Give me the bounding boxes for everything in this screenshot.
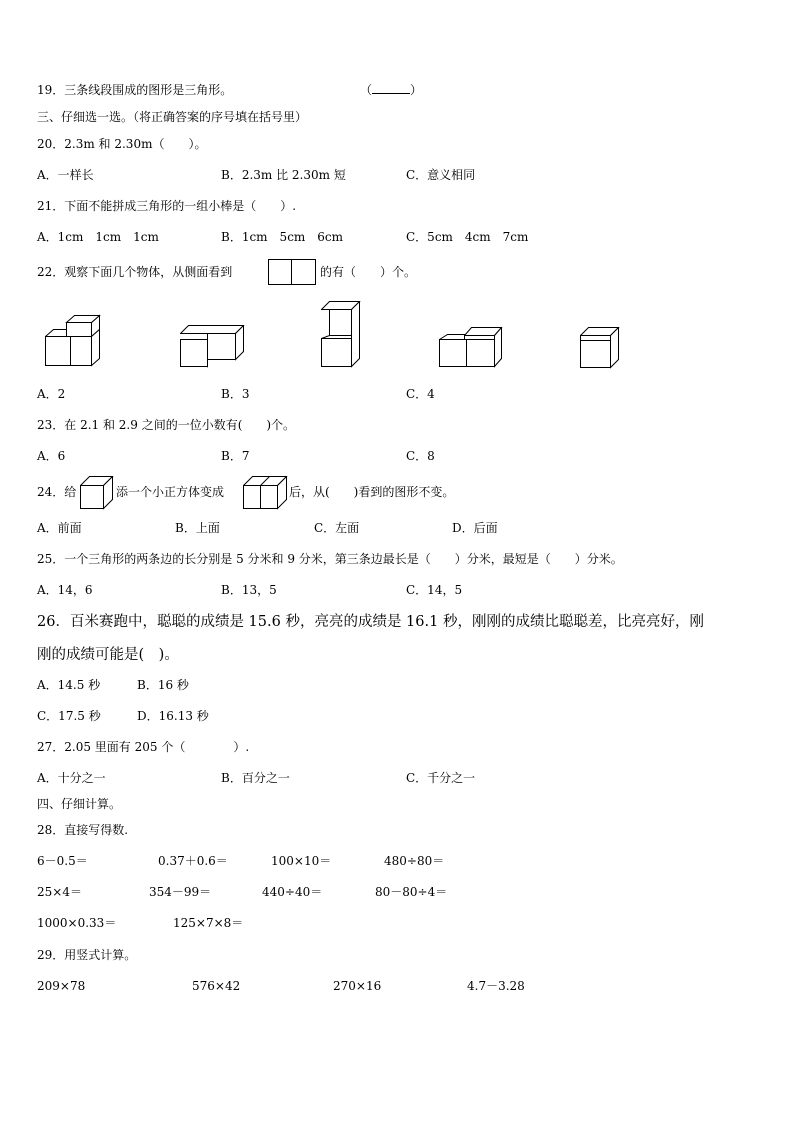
q28-expr-3-1: 1000×0.33＝ xyxy=(37,916,117,930)
side-view-two-squares-figure xyxy=(268,259,316,285)
q29-item-4: 4.7－3.28 xyxy=(467,979,525,993)
q29-item-2: 576×42 xyxy=(192,979,241,993)
q25-option-c[interactable]: C．14，5 xyxy=(406,583,463,597)
q26-option-a[interactable]: A．14.5 秒 xyxy=(37,678,101,692)
q22-stem-after: 的有（ ）个。 xyxy=(320,265,417,279)
q26-option-c[interactable]: C．17.5 秒 xyxy=(37,709,101,723)
q22-option-c[interactable]: C．4 xyxy=(406,387,435,401)
q24-option-c[interactable]: C．左面 xyxy=(314,521,360,535)
q25-option-b[interactable]: B．13，5 xyxy=(221,583,277,597)
q29-item-1: 209×78 xyxy=(37,979,86,993)
q26-stem-line1: 26．百米赛跑中，聪聪的成绩是 15.6 秒，亮亮的成绩是 16.1 秒，刚刚的成绩比聪聪差，比亮亮好，刚 xyxy=(37,614,704,630)
q22-option-a[interactable]: A．2 xyxy=(37,387,66,401)
q20-option-a[interactable]: A．一样长 xyxy=(37,168,94,182)
cube-solid-3-figure xyxy=(321,301,361,368)
q26-option-b[interactable]: B．16 秒 xyxy=(137,678,189,692)
q25-option-a[interactable]: A．14，6 xyxy=(37,583,93,597)
section3-heading: 三、仔细选一选。（将正确答案的序号填在括号里） xyxy=(37,110,308,124)
q28-expr-1-3: 100×10＝ xyxy=(271,854,332,868)
q28-expr-2-2: 354－99＝ xyxy=(149,885,212,899)
cube-solid-5-figure xyxy=(580,327,620,369)
q22-stem-before: 22．观察下面几个物体，从侧面看到 xyxy=(37,265,233,279)
two-cube-figure xyxy=(243,476,288,510)
q24-option-b[interactable]: B．上面 xyxy=(175,521,220,535)
q27-option-a[interactable]: A．十分之一 xyxy=(37,771,106,785)
q21-option-c[interactable]: C．5cm 4cm 7cm xyxy=(406,230,529,244)
q21-option-a[interactable]: A．1cm 1cm 1cm xyxy=(37,230,159,244)
q28-expr-3-2: 125×7×8＝ xyxy=(173,916,244,930)
single-cube-figure xyxy=(80,476,114,510)
q25-stem: 25．一个三角形的两条边的长分别是 5 分米和 9 分米，第三条边最长是（ ）分米，最短是（ ）分米。 xyxy=(37,552,623,566)
q21-stem: 21．下面不能拼成三角形的一组小棒是（ ）. xyxy=(37,199,297,213)
q19-statement: 19．三条线段围成的图形是三角形。 xyxy=(37,83,233,97)
q23-option-b[interactable]: B．7 xyxy=(221,449,250,463)
q19-answer-paren: （ ） xyxy=(360,83,423,97)
cube-solid-2-figure xyxy=(180,325,245,368)
cube-solid-4-figure xyxy=(439,327,503,368)
q28-expr-2-4: 80－80÷4＝ xyxy=(375,885,448,899)
q24-option-a[interactable]: A．前面 xyxy=(37,521,82,535)
q28-expr-1-4: 480÷80＝ xyxy=(384,854,445,868)
q27-stem: 27．2.05 里面有 205 个（ ）. xyxy=(37,740,250,754)
q28-stem: 28．直接写得数. xyxy=(37,823,129,837)
q29-stem: 29．用竖式计算。 xyxy=(37,948,137,962)
q20-option-c[interactable]: C．意义相同 xyxy=(406,168,476,182)
q28-expr-1-1: 6－0.5＝ xyxy=(37,854,88,868)
q22-option-b[interactable]: B．3 xyxy=(221,387,250,401)
q28-expr-1-2: 0.37＋0.6＝ xyxy=(158,854,228,868)
q24-text-2: 添一个小正方体变成 xyxy=(116,485,225,499)
q24-text-3: 后，从( )看到的图形不变。 xyxy=(289,485,455,499)
q26-stem-line2: 刚的成绩可能是( )。 xyxy=(37,647,179,663)
q29-item-3: 270×16 xyxy=(333,979,382,993)
q23-stem: 23．在 2.1 和 2.9 之间的一位小数有( )个。 xyxy=(37,418,296,432)
q27-option-c[interactable]: C．千分之一 xyxy=(406,771,476,785)
q26-option-d[interactable]: D．16.13 秒 xyxy=(137,709,209,723)
q20-stem: 20．2.3m 和 2.30m（ ）。 xyxy=(37,137,207,151)
q24-option-d[interactable]: D．后面 xyxy=(452,521,498,535)
q23-option-a[interactable]: A．6 xyxy=(37,449,66,463)
q19-answer-blank[interactable] xyxy=(372,83,410,94)
q21-option-b[interactable]: B．1cm 5cm 6cm xyxy=(221,230,344,244)
q27-option-b[interactable]: B．百分之一 xyxy=(221,771,290,785)
cube-solid-1-figure xyxy=(45,308,105,368)
q20-option-b[interactable]: B．2.3m 比 2.30m 短 xyxy=(221,168,346,182)
section4-heading: 四、仔细计算。 xyxy=(37,797,122,811)
q28-expr-2-1: 25×4＝ xyxy=(37,885,82,899)
q28-expr-2-3: 440÷40＝ xyxy=(262,885,323,899)
q23-option-c[interactable]: C．8 xyxy=(406,449,435,463)
q24-text-1: 24．给 xyxy=(37,485,77,499)
